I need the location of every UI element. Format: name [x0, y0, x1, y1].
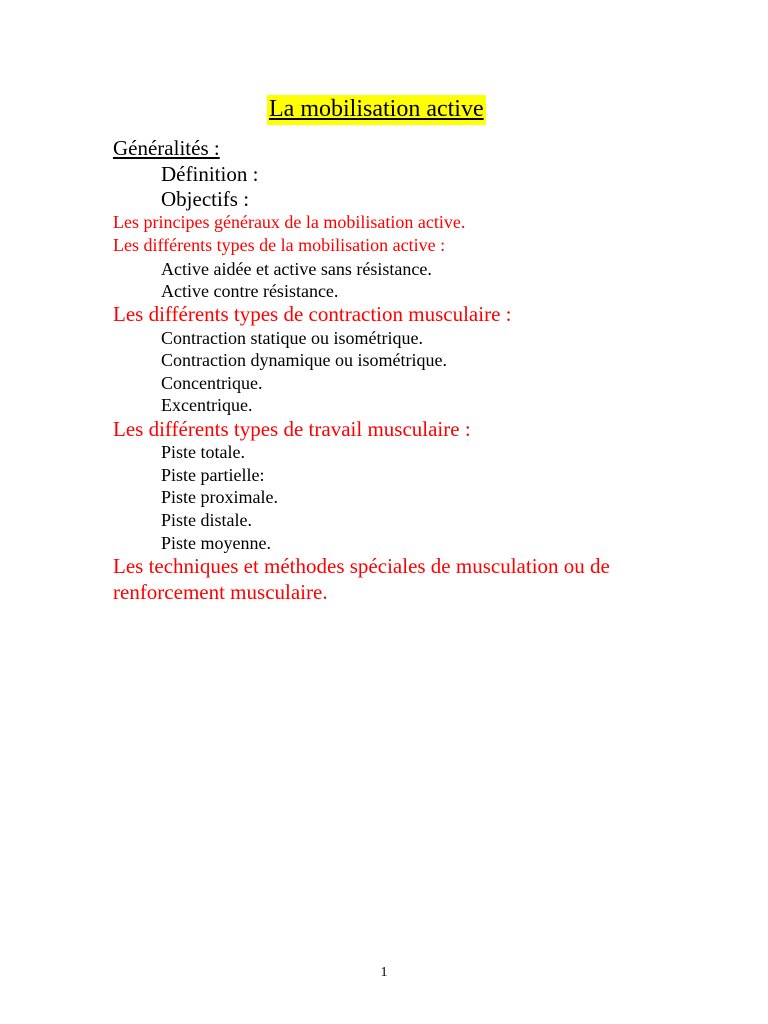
section-heading-types-contraction: Les différents types de contraction musculaire :	[113, 302, 512, 326]
list-item: Piste proximale.	[161, 487, 278, 507]
document-title: La mobilisation active	[267, 95, 486, 125]
section-heading-techniques-line1: Les techniques et méthodes spéciales de musculation ou de	[113, 554, 610, 578]
list-item: Contraction statique ou isométrique.	[161, 328, 423, 348]
section-heading-types-travail: Les différents types de travail musculaire :	[113, 417, 471, 441]
section-heading-generalites: Généralités :	[113, 136, 220, 160]
subheading-definition: Définition :	[161, 162, 259, 186]
list-item: Piste moyenne.	[161, 533, 271, 553]
list-item: Contraction dynamique ou isométrique.	[161, 350, 447, 370]
list-item: Active aidée et active sans résistance.	[161, 259, 432, 279]
section-heading-techniques-line2: renforcement musculaire.	[113, 580, 328, 604]
subheading-objectifs: Objectifs :	[161, 187, 250, 211]
list-item: Piste distale.	[161, 510, 252, 530]
list-item: Excentrique.	[161, 395, 253, 415]
list-item: Active contre résistance.	[161, 281, 339, 301]
list-item: Concentrique.	[161, 373, 263, 393]
list-item: Piste partielle:	[161, 465, 265, 485]
section-heading-principes: Les principes généraux de la mobilisation active.	[113, 212, 466, 232]
section-heading-types-mobilisation: Les différents types de la mobilisation active :	[113, 235, 446, 255]
page-number: 1	[380, 965, 388, 980]
list-item: Piste totale.	[161, 442, 245, 462]
